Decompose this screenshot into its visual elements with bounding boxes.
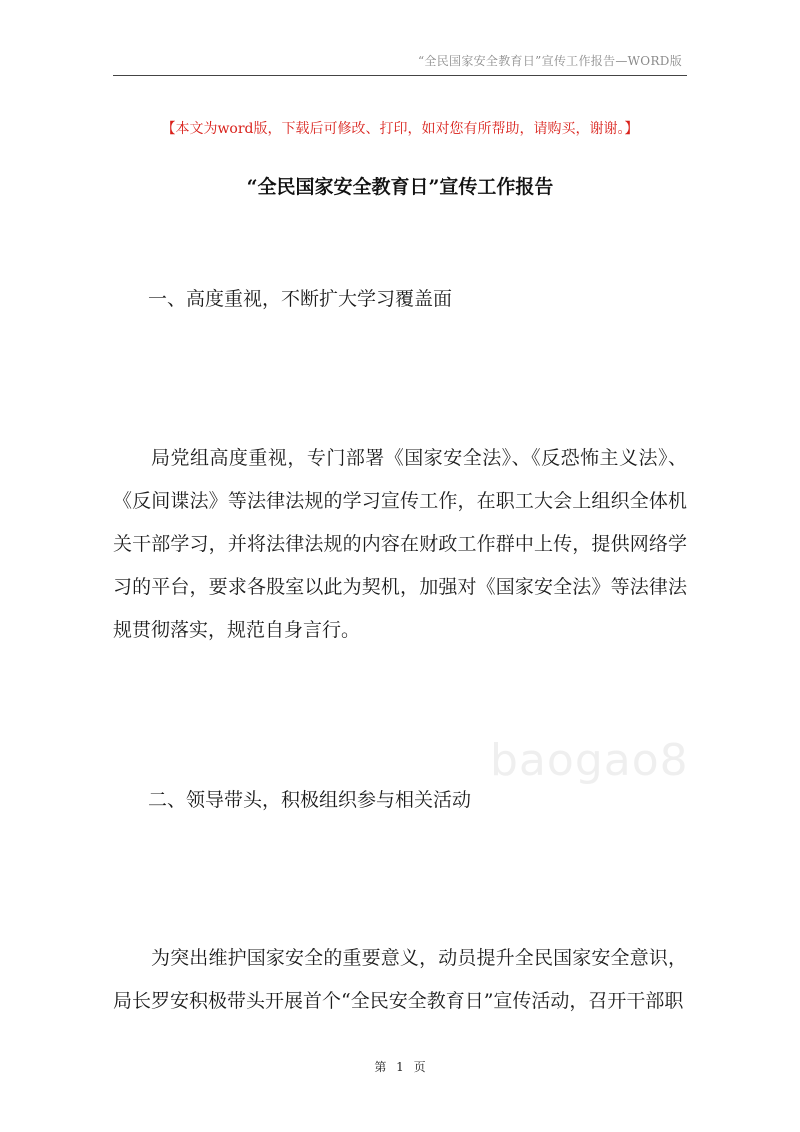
page-number: 1 — [396, 1060, 404, 1074]
running-header-title: “全民国家安全教育日”宣传工作报告—WORD版 — [418, 54, 682, 68]
paragraph-text: 为突出维护国家安全的重要意义，动员提升全民国家安全意识，局长罗安积极带头开展首个“全民安全教育日”宣传活动，召开干部职 — [113, 947, 687, 1012]
page-number-suffix: 页 — [413, 1060, 426, 1074]
section-paragraph-1 — [113, 437, 687, 652]
watermark: baogao8 — [490, 735, 689, 786]
page-footer — [0, 1058, 800, 1075]
header-divider — [113, 75, 687, 76]
section-heading-1: 一、高度重视，不断扩大学习覆盖面 — [148, 288, 453, 310]
paragraph-text: 局党组高度重视，专门部署《国家安全法》、《反恐怖主义法》、《反间谍法》等法律法规的学习宣传工作，在职工大会上组织全体机关干部学习，并将法律法规的内容在财政工作群中上传，提供网络学习的平台，要求各股室以此为契机，加强对《国家安全法》等法律法规贯彻落实，规范自身言行。 — [113, 447, 687, 641]
section-heading-2: 二、领导带头，积极组织参与相关活动 — [148, 789, 472, 811]
document-title: “全民国家安全教育日”宣传工作报告 — [246, 176, 554, 198]
section-paragraph-2 — [113, 937, 687, 1023]
page-header — [0, 0, 800, 80]
page-number-prefix: 第 — [374, 1060, 387, 1074]
download-notice: 【本文为word版，下载后可修改、打印，如对您有所帮助，请购买，谢谢。】 — [161, 121, 639, 137]
